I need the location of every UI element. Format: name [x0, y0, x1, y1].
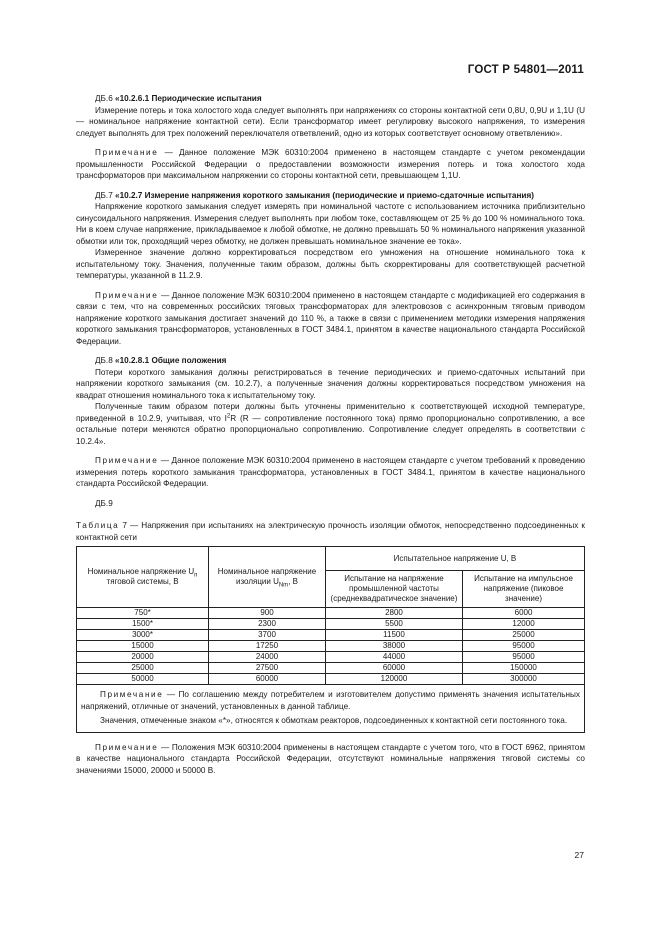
- table-cell: 3000*: [77, 630, 209, 641]
- table-cell: 95000: [463, 641, 585, 652]
- table-row: [77, 630, 585, 641]
- superscript: 2: [226, 412, 231, 419]
- note-label: Примечание: [95, 290, 159, 300]
- note-label: Примечание: [95, 148, 159, 157]
- column-header-power-frequency: Испытание на напряжение промышленной частоты (среднеквадратическое значение): [325, 571, 462, 608]
- note: [76, 742, 585, 777]
- table-cell: 38000: [325, 641, 462, 652]
- column-header-insulation: [209, 547, 326, 608]
- table-cell: 2300: [209, 619, 326, 630]
- table-cell: 120000: [325, 674, 462, 685]
- table-cell: 27500: [209, 663, 326, 674]
- column-header-nominal-system: [77, 547, 209, 608]
- paragraph: Измерение потерь и тока холостого хода следует выполнять при напряжениях со стороны контактной сети 0,8U, 0,9U и 1,1U (U — номинальное напряжение контактной сети). Если трансформатор имеет регулировку высокого напряжения, то измерения следует выполнять для трех положений переключателя ответвлений, одно из которых соответствует основному ответвлению».: [76, 105, 585, 138]
- table-cell: 44000: [325, 652, 462, 663]
- header-text: Номинальное напряжение U: [87, 567, 195, 576]
- section-label: ДБ.7: [95, 190, 113, 200]
- table-cell: 12000: [463, 619, 585, 630]
- table-cell: 1500*: [77, 619, 209, 630]
- table-row: [77, 674, 585, 685]
- note: [76, 455, 585, 490]
- section-label: ДБ.8: [95, 356, 113, 365]
- document-body: [76, 93, 585, 776]
- table-cell: 25000: [463, 630, 585, 641]
- table-cell: 2800: [325, 608, 462, 619]
- note-label: Примечание: [95, 456, 159, 465]
- note-text: — Положения МЭК 60310:2004 применены в настоящем стандарте с учетом того, что в ГОСТ 6962, принятом в качестве национального стандарта Российской Федерации, отсутствуют номинальные напряжения тяговой системы со значениями 15000, 20000 и 50000 В.: [76, 742, 585, 775]
- note-text: — По соглашению между потребителем и изготовителем допустимо применять значения испытательных напряжений, отличные от значений, установленных в данной таблице.: [81, 690, 580, 711]
- note-text: — Данное положение МЭК 60310:2004 применено в настоящем стандарте с учетом требований к проведению измерения потерь короткого замыкания трансформатора, установленных в ГОСТ 3484.1, принятом в качестве национального стандарта Российской Федерации.: [76, 456, 585, 488]
- section-title: «10.2.8.1 Общие положения: [115, 356, 227, 365]
- table-cell: 3700: [209, 630, 326, 641]
- text-run: Полученные таким образом потери должны быть уточнены применительно к соответствующей исходной температуре, приведенной в 10.2.9, учитывая, что I: [76, 402, 585, 423]
- table-caption: [76, 520, 585, 543]
- table-cell: 900: [209, 608, 326, 619]
- table-caption-text: 7 — Напряжения при испытаниях на электрическую прочность изоляции обмоток, непосредственно подсоединенных к контактной сети: [76, 521, 585, 542]
- table-row: [77, 652, 585, 663]
- note-text: — Данное положение МЭК 60310:2004 применено в настоящем стандарте с учетом рекомендации промышленности Российской Федерации о предоставлении возможности измерения потерь и тока холостого хода трансформаторов при максимальном напряжении со стороны контактной сети, превышающем 1,1U.: [76, 148, 585, 180]
- table-row: [77, 641, 585, 652]
- table-note: Значения, отмеченные знаком «*», относятся к обмоткам реакторов, подсоединенных к контактной сети постоянного тока.: [100, 716, 568, 725]
- section-heading: [76, 93, 585, 105]
- note-text: — Данное положение МЭК 60310:2004 применено в настоящем стандарте с модификацией его содержания в связи с тем, что на современных российских тяговых трансформаторах для электровозов с асинхронным тяговым приводом напряжение короткого замыкания достигает значений до 110 %, а также в связи с применением методики измерения напряжения короткого замыкания трансформаторов, установленных в ГОСТ 3484.1, принятом в качестве национального стандарта Российской Федерации.: [76, 290, 585, 346]
- header-text: Номинальное напряжение изоляции U: [217, 567, 317, 586]
- table-cell: 20000: [77, 652, 209, 663]
- table-caption-label: Таблица: [76, 521, 120, 530]
- paragraph: Напряжение короткого замыкания следует измерять при номинальной частоте с использованием источника приблизительно синусоидального напряжения. Измерения следует выполнять при любом токе, составляющем от 25 % до 100 % номинального тока. Ни в коем случае напряжение, прикладываемое к любой обмотке, не должно превышать 50 % номинального напряжения указанной обмотки или ток, проходящий через обмотку, не должен превышать номинальное значение ее тока».: [76, 202, 585, 246]
- page-number: 27: [574, 850, 584, 860]
- header-text: , В: [288, 577, 298, 586]
- note: [76, 147, 585, 182]
- table-cell: 60000: [209, 674, 326, 685]
- column-group-header: Испытательное напряжение U, В: [325, 547, 584, 571]
- section-heading: [76, 355, 585, 367]
- table-cell: 15000: [77, 641, 209, 652]
- table-cell: 95000: [463, 652, 585, 663]
- table-cell: 150000: [463, 663, 585, 674]
- section-label: ДБ.9: [95, 498, 113, 508]
- table-cell: 50000: [77, 674, 209, 685]
- table-row: [77, 663, 585, 674]
- table-row: [77, 619, 585, 630]
- table-cell: 300000: [463, 674, 585, 685]
- table-cell: 17250: [209, 641, 326, 652]
- document-header: ГОСТ Р 54801—2011: [467, 64, 584, 76]
- table-cell: 11500: [325, 630, 462, 641]
- test-voltage-table: [76, 546, 585, 685]
- paragraph: [76, 401, 585, 447]
- section-title: «10.2.7 Измерение напряжения короткого замыкания (периодические и приемо-сдаточные испытания): [115, 190, 534, 200]
- subscript: Nm: [278, 582, 289, 589]
- paragraph: Измеренное значение должно корректироваться посредством его умножения на отношение номинального тока к испытательному току. Значения, полученные таким образом, должны быть скорректированы для соответствующей расчетной температуры, указанной в 11.2.9.: [76, 248, 585, 280]
- table-note: [81, 689, 580, 712]
- note-label: Примечание: [100, 690, 164, 699]
- note: [76, 290, 585, 348]
- header-text: тяговой системы, В: [106, 577, 179, 586]
- table-notes: [76, 685, 585, 733]
- table-cell: 24000: [209, 652, 326, 663]
- section-label: ДБ.6: [95, 94, 113, 103]
- table-row: [77, 608, 585, 619]
- column-header-impulse: Испытание на импульсное напряжение (пиковое значение): [463, 571, 585, 608]
- section-heading: [76, 190, 585, 202]
- table-cell: 750*: [77, 608, 209, 619]
- table-cell: 6000: [463, 608, 585, 619]
- table-cell: 60000: [325, 663, 462, 674]
- note-label: Примечание: [95, 742, 159, 752]
- table-cell: 5500: [325, 619, 462, 630]
- text-run: R (R — сопротивление постоянного тока) прямо пропорционально сопротивлению, а все остальные потери меняются обратно пропорционально сопротивлению. Сопротивление следует определять в соответствии с 10.2.4».: [76, 413, 585, 446]
- paragraph: Потери короткого замыкания должны регистрироваться в течение периодических и приемо-сдаточных испытаний при напряжении короткого замыкания (см. 10.2.7), а полученные значения должны корректироваться посредством умножения на квадрат отношения номинального тока к испытательному току.: [76, 367, 585, 400]
- subscript: п: [194, 572, 198, 579]
- table-cell: 25000: [77, 663, 209, 674]
- section-title: «10.2.6.1 Периодические испытания: [115, 94, 262, 103]
